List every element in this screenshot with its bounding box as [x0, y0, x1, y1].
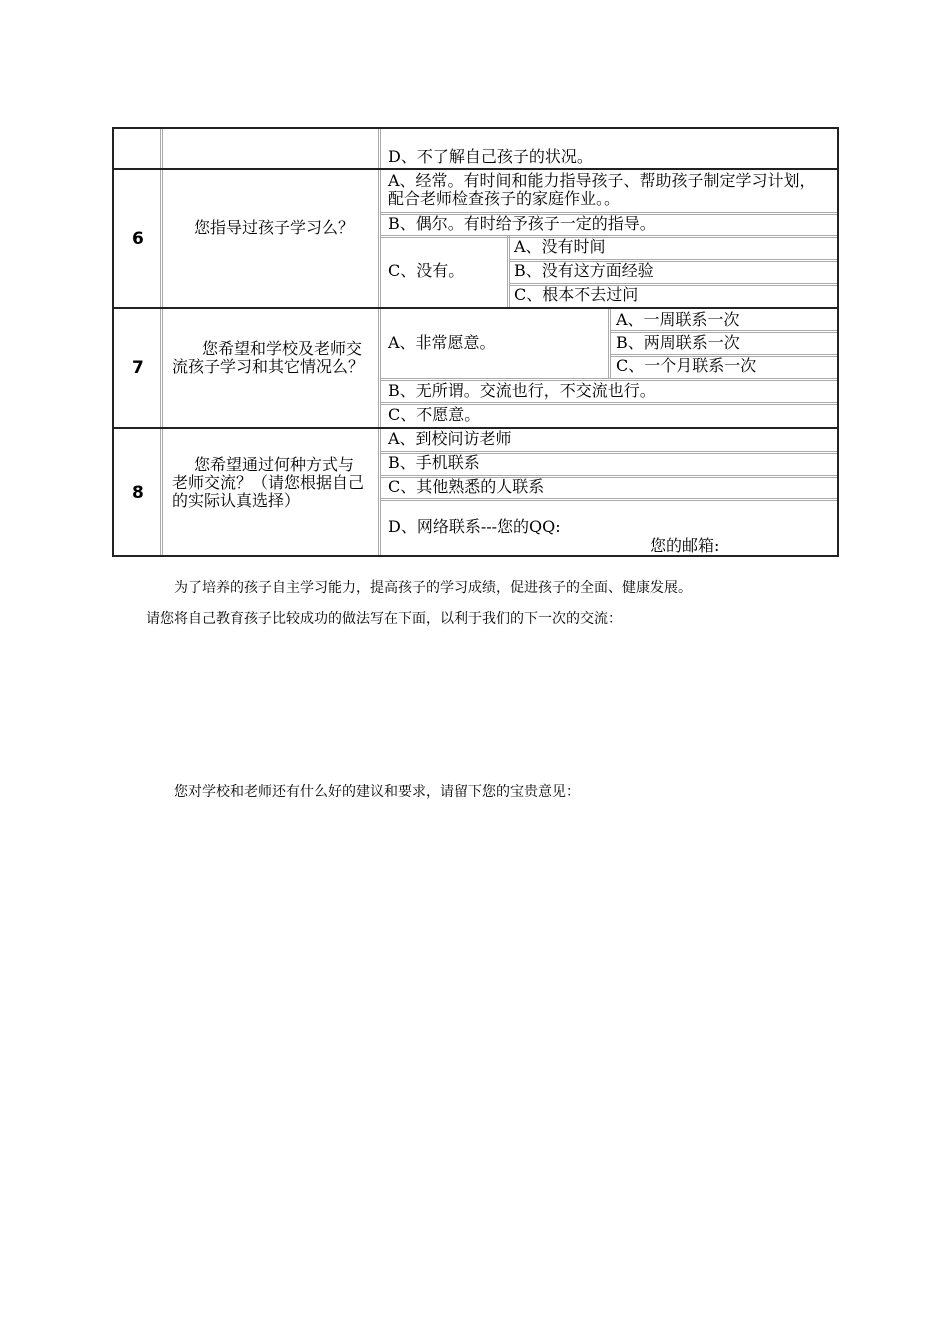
q6-sub-option-b: B、没有这方面经验	[514, 261, 654, 280]
q6-option-c: C、没有。	[388, 261, 465, 280]
q7-option-b: B、无所谓。交流也行，不交流也行。	[388, 381, 656, 400]
q7-sub-option-c: C、一个月联系一次	[616, 356, 757, 375]
question-8-text: 您希望通过何种方式与老师交流？（请您根据自己的实际认真选择）	[172, 455, 365, 510]
question-7-text: 您希望和学校及老师交流孩子学习和其它情况么？	[172, 339, 365, 376]
question-number-7: 7	[132, 358, 144, 378]
q8-option-c: C、其他熟悉的人联系	[388, 477, 545, 496]
q8-option-b: B、手机联系	[388, 453, 480, 472]
question-number-6: 6	[132, 229, 144, 249]
question-number-8: 8	[132, 483, 144, 503]
q7-sub-option-b: B、两周联系一次	[616, 333, 740, 352]
closing-paragraph-line-1: 为了培养的孩子自主学习能力，提高孩子的学习成绩，促进孩子的全面、健康发展。	[174, 580, 692, 596]
closing-paragraph-line-2: 请您将自己教育孩子比较成功的做法写在下面，以利于我们的下一次的交流：	[146, 611, 622, 627]
q7-option-c: C、不愿意。	[388, 405, 481, 424]
q6-option-a: A、经常。有时间和能力指导孩子、帮助孩子制定学习计划，配合老师检查孩子的家庭作业。。	[388, 171, 816, 208]
q8-option-d-qq: D、网络联系---您的QQ:	[388, 517, 561, 536]
q6-sub-option-a: A、没有时间	[514, 237, 606, 256]
q6-option-b: B、偶尔。有时给予孩子一定的指导。	[388, 214, 656, 233]
q8-email-label: 您的邮箱:	[650, 536, 720, 555]
q7-sub-option-a: A、一周联系一次	[616, 310, 740, 329]
question-6-text: 您指导过孩子学习么？	[194, 218, 355, 237]
q6-sub-option-c: C、根本不去过问	[514, 285, 639, 304]
option-d-unaware: D、不了解自己孩子的状况。	[388, 147, 593, 166]
suggestion-prompt: 您对学校和老师还有什么好的建议和要求，请留下您的宝贵意见：	[174, 784, 580, 800]
q7-option-a: A、非常愿意。	[388, 333, 496, 352]
q8-option-a: A、到校问访老师	[388, 429, 512, 448]
